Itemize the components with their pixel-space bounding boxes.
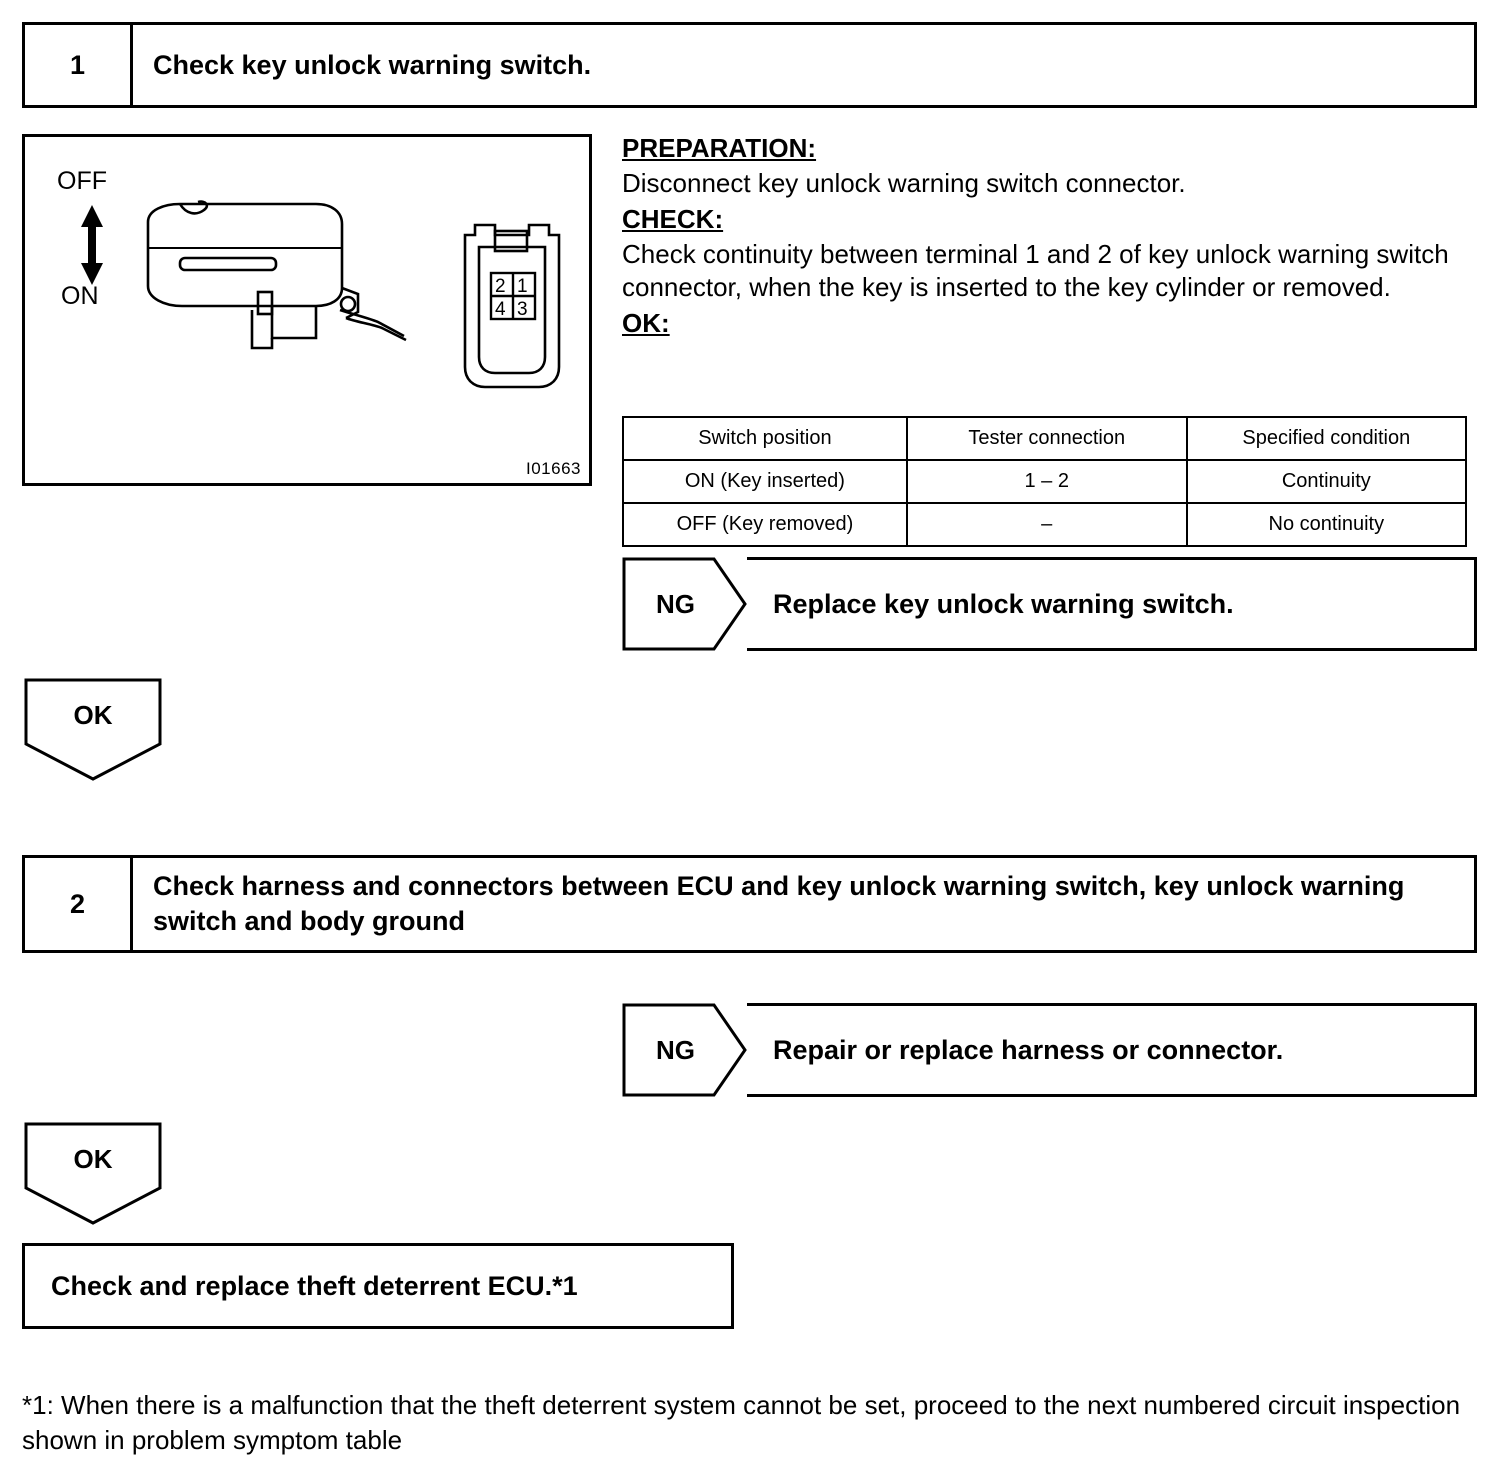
- terminal-1: 1: [517, 276, 528, 297]
- step-2-ng-action: [747, 1003, 1477, 1097]
- step-1-title: Check key unlock warning switch.: [153, 49, 592, 80]
- table-header-specified-condition: Specified condition: [1187, 417, 1466, 460]
- final-action-box: [22, 1243, 734, 1329]
- step-1-number: 1: [25, 25, 133, 105]
- cell-switch-position-off: OFF (Key removed): [623, 503, 907, 546]
- step-2-number: 2: [25, 858, 133, 950]
- table-header-tester-connection: Tester connection: [907, 417, 1187, 460]
- cell-tester-connection-on: 1 – 2: [907, 460, 1187, 503]
- check-heading: CHECK:: [622, 204, 724, 235]
- terminal-4: 4: [495, 299, 506, 320]
- cell-tester-connection-off: –: [907, 503, 1187, 546]
- step-1-ng-action-text: Replace key unlock warning switch.: [773, 588, 1234, 619]
- table-header-row: [623, 417, 1466, 460]
- step-2-ng-label: NG: [656, 1034, 695, 1065]
- key-unlock-switch-figure: [22, 134, 592, 486]
- step-2-title: Check harness and connectors between ECU and key unlock warning switch, key unlock warning switch and body ground: [153, 871, 1405, 936]
- switch-body-illustration: [120, 192, 420, 362]
- step-1-ok-tag: [24, 678, 162, 782]
- final-action-text: Check and replace theft deterrent ECU.*1: [51, 1270, 578, 1301]
- step-1-header: [22, 22, 1477, 108]
- step-2-ng-row: [622, 1003, 1477, 1097]
- step-1-ng-row: [622, 557, 1477, 651]
- step-1-ng-tag: [622, 557, 747, 651]
- terminal-2: 2: [495, 276, 506, 297]
- cell-specified-condition-on: Continuity: [1187, 460, 1466, 503]
- terminal-3: 3: [517, 299, 528, 320]
- cell-specified-condition-off: No continuity: [1187, 503, 1466, 546]
- cell-switch-position-on: ON (Key inserted): [623, 460, 907, 503]
- step-1-ok-label: OK: [73, 700, 113, 730]
- step-1-instructions: [622, 132, 1467, 342]
- step-2-ok-tag: [24, 1122, 162, 1226]
- step-1-ng-action: [747, 557, 1477, 651]
- table-header-switch-position: Switch position: [623, 417, 907, 460]
- preparation-heading: PREPARATION:: [622, 133, 817, 163]
- specified-condition-table: [622, 416, 1467, 547]
- preparation-text: Disconnect key unlock warning switch connector.: [622, 167, 1186, 198]
- table-row: [623, 503, 1466, 546]
- figure-code: I01663: [526, 459, 581, 478]
- up-down-arrow-icon: [72, 205, 112, 285]
- connector-illustration: [455, 217, 580, 402]
- footnote: *1: When there is a malfunction that the theft deterrent system cannot be set, proceed to the next numbered circuit inspection shown in problem symptom table: [22, 1390, 1461, 1455]
- table-row: [623, 460, 1466, 503]
- figure-label-off: OFF: [57, 167, 107, 195]
- step-2-ng-tag: [622, 1003, 747, 1097]
- step-2-ok-label: OK: [73, 1144, 113, 1174]
- step-2-header: [22, 855, 1477, 953]
- step-2-ng-action-text: Repair or replace harness or connector.: [773, 1034, 1284, 1065]
- ok-heading: OK:: [622, 308, 670, 339]
- figure-label-on: ON: [61, 282, 99, 310]
- step-1-ng-label: NG: [656, 588, 695, 619]
- check-text: Check continuity between terminal 1 and 2 of key unlock warning switch connector, when the key is inserted to the key cylinder or removed.: [622, 238, 1449, 302]
